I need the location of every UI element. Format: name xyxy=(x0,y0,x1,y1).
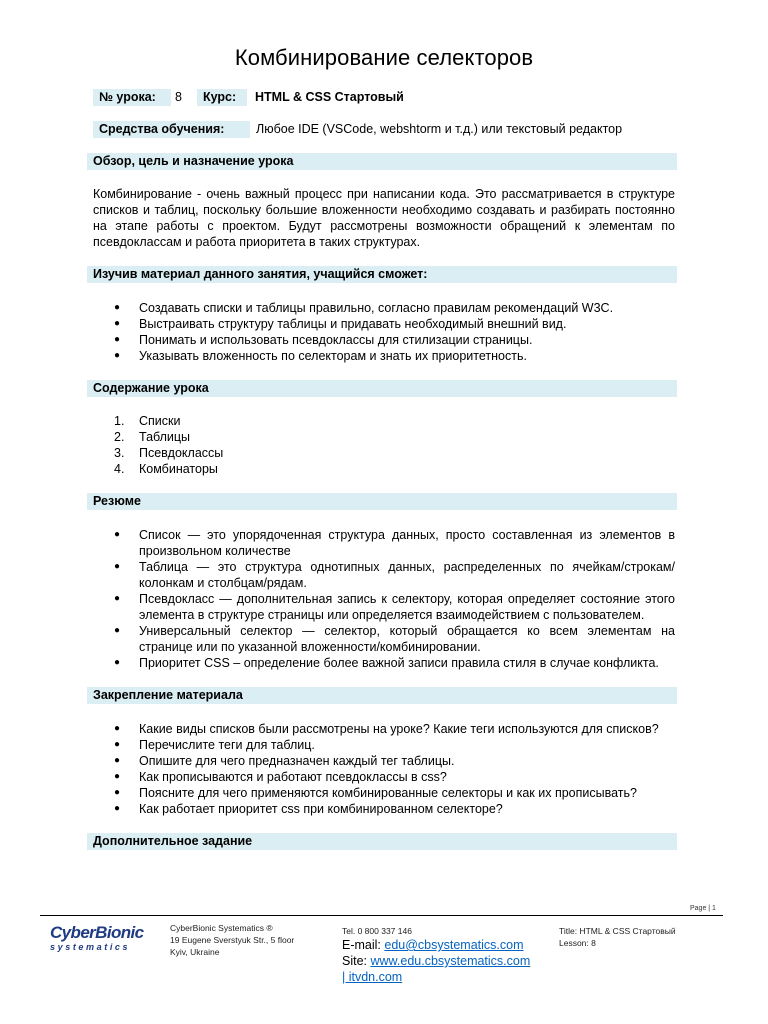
review-list xyxy=(93,721,675,817)
bullet-icon: ● xyxy=(114,739,121,750)
list-item: ● Приоритет CSS – определение более важной записи правила стиля в случае конфликта. xyxy=(114,656,659,670)
bullet-icon: ● xyxy=(114,561,121,572)
site-line: Site: www.edu.cbsystematics.com xyxy=(342,954,531,968)
list-item: 3. Псевдоклассы xyxy=(114,446,224,460)
list-item: ● Какие виды списков были рассмотрены на уроке? Какие теги используются для списков? xyxy=(114,722,659,736)
course-label: Курс: xyxy=(197,89,247,106)
list-item: ● Как работает приоритет css при комбинированном селекторе? xyxy=(114,802,503,816)
footer-contacts xyxy=(342,925,530,985)
list-item: 2. Таблицы xyxy=(114,430,191,444)
footer-doc-info xyxy=(559,925,676,949)
tools-value: Любое IDE (VSCode, webshtorm и т.д.) или текстовый редактор xyxy=(256,122,623,136)
bullet-icon: ● xyxy=(114,350,121,361)
address-line-2: Kyiv, Ukraine xyxy=(170,947,220,957)
course-value: HTML & CSS Стартовый xyxy=(255,90,404,104)
list-item: ● Понимать и использовать псевдоклассы для стилизации страницы. xyxy=(114,333,533,347)
bullet-icon: ● xyxy=(114,787,121,798)
review-heading: Закрепление материала xyxy=(87,687,677,704)
bullet-icon: ● xyxy=(114,318,121,329)
logo-sub: systematics xyxy=(50,942,131,952)
doc-title: Title: HTML & CSS Стартовый xyxy=(559,926,676,936)
lesson-number-footer: Lesson: 8 xyxy=(559,938,596,948)
page-number: Page | 1 xyxy=(690,905,716,912)
lesson-number-label: № урока: xyxy=(93,89,171,106)
site-line-2 xyxy=(342,969,530,985)
list-item: 4. Комбинаторы xyxy=(114,462,218,476)
list-item: ● Выстраивать структуру таблицы и придавать необходимый внешний вид. xyxy=(114,317,567,331)
bullet-icon: ● xyxy=(114,529,121,540)
tools-label: Средства обучения: xyxy=(93,121,250,138)
outcomes-heading: Изучив материал данного занятия, учащийся сможет: xyxy=(87,266,677,283)
list-item: ● Перечислите теги для таблиц. xyxy=(114,738,315,752)
bullet-icon: ● xyxy=(114,723,121,734)
page-title: Комбинирование селекторов xyxy=(234,45,534,70)
list-item: ● Опишите для чего предназначен каждый тег таблицы. xyxy=(114,754,455,768)
bullet-icon: ● xyxy=(114,334,121,345)
address-line-1: 19 Eugene Sverstyuk Str., 5 floor xyxy=(170,935,295,945)
overview-text: Комбинирование - очень важный процесс при написании кода. Это рассматривается в структуре списков и таблиц, поскольку большие вложенности необходимо создавать и разбирать постоянно на этапе работы с проектом. Будут рассмотрены возможности обращений к элементам по псевдоклассам и работа приоритета в таких структурах. xyxy=(93,187,675,249)
list-item: ● Таблица — это структура однотипных данных, распределенных по ячейкам/строкам/колонкам и столбцам/рядам. xyxy=(114,560,675,590)
email-line: E-mail: edu@cbsystematics.com xyxy=(342,938,524,952)
telephone: Tel. 0 800 337 146 xyxy=(342,926,412,936)
list-item: ● Как прописываются и работают псевдоклассы в css? xyxy=(114,770,447,784)
site-link[interactable]: www.edu.cbsystematics.com xyxy=(370,954,531,968)
logo-brand: CyberBionic xyxy=(50,923,144,942)
list-item: ● Указывать вложенность по селекторам и знать их приоритетность. xyxy=(114,349,527,363)
outcomes-list xyxy=(93,300,675,364)
lesson-number-value: 8 xyxy=(175,90,182,104)
bullet-icon: ● xyxy=(114,593,121,604)
bullet-icon: ● xyxy=(114,771,121,782)
bullet-icon: ● xyxy=(114,302,121,313)
list-item: ● Универсальный селектор — селектор, который обращается ко всем элементам на странице или по указанной вложенности/комбинировании. xyxy=(114,624,675,654)
email-link[interactable]: edu@cbsystematics.com xyxy=(384,938,524,952)
list-item: 1. Списки xyxy=(114,414,181,428)
list-item: ● Создавать списки и таблицы правильно, согласно правилам рекомендаций W3C. xyxy=(114,301,614,315)
bullet-icon: ● xyxy=(114,657,121,668)
bullet-icon: ● xyxy=(114,625,121,636)
overview-heading: Обзор, цель и назначение урока xyxy=(87,153,677,170)
company-name: CyberBionic Systematics ® xyxy=(170,923,273,933)
extra-heading: Дополнительное задание xyxy=(87,833,677,850)
list-item: ● Список — это упорядоченная структура данных, просто составленная из элементов в произвольном количестве xyxy=(114,528,675,558)
summary-heading: Резюме xyxy=(87,493,677,510)
contents-heading: Содержание урока xyxy=(87,380,677,397)
summary-list xyxy=(93,527,675,671)
bullet-icon: ● xyxy=(114,803,121,814)
footer-address xyxy=(170,922,294,958)
footer-divider xyxy=(40,915,723,916)
list-item: ● Поясните для чего применяются комбинированные селекторы и как их прописывать? xyxy=(114,786,637,800)
list-item: ● Псевдокласс — дополнительная запись к селектору, которая определяет состояние этого элемента в структуре страницы или определяется взаимодействием с пользователем. xyxy=(114,592,675,622)
bullet-icon: ● xyxy=(114,755,121,766)
contents-list xyxy=(93,413,675,477)
cyberbionic-logo xyxy=(50,924,158,954)
itvdn-link[interactable]: | itvdn.com xyxy=(342,970,403,984)
